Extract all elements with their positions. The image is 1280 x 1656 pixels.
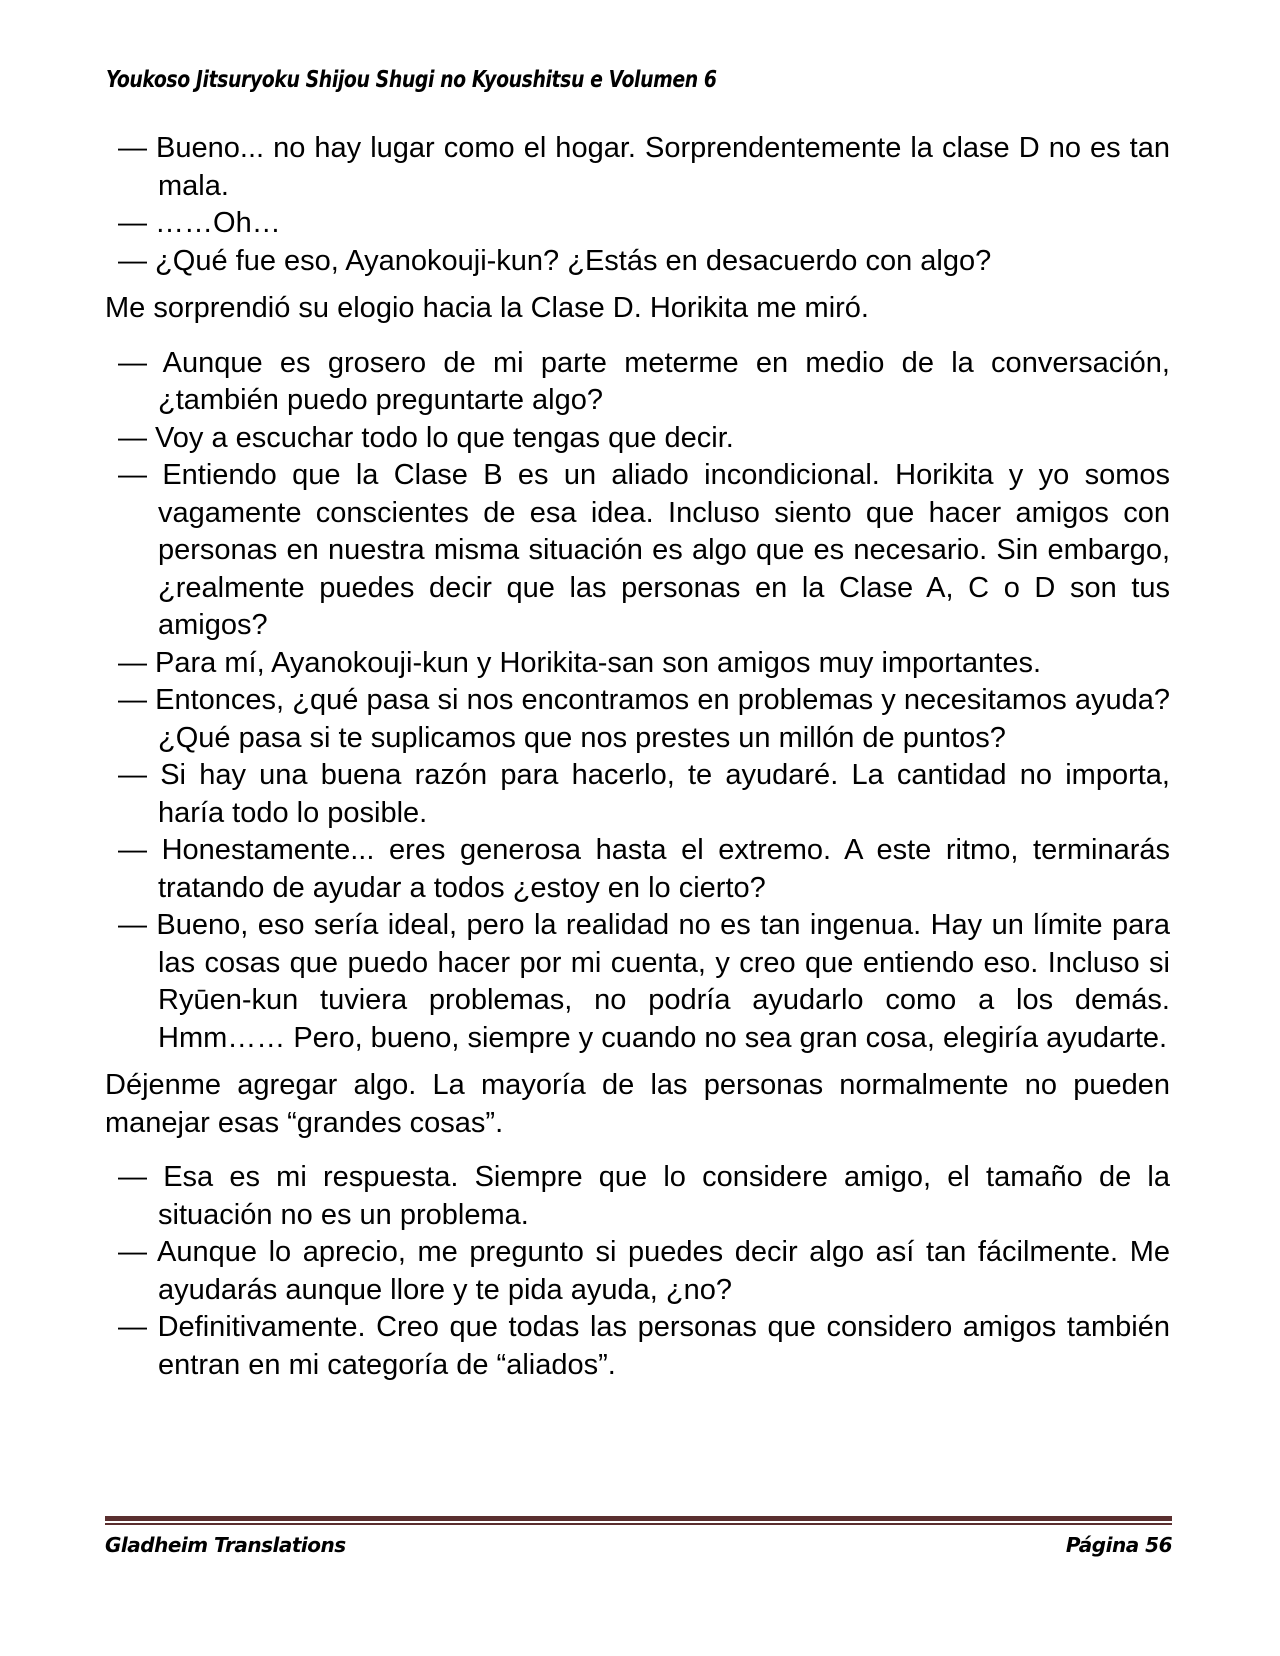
paragraph: — Bueno... no hay lugar como el hogar. Sorprendentemente la clase D no es tan mala. (118, 132, 1170, 202)
translator-credit: Gladheim Translations (105, 1533, 346, 1557)
page-header (106, 66, 1170, 94)
page-title: Youkoso Jitsuryoku Shijou Shugi no Kyoushitsu e Volumen 6 (106, 67, 717, 93)
page-body (0, 130, 1280, 1384)
paragraph: — Bueno, eso sería ideal, pero la realidad no es tan ingenua. Hay un límite para las cosas que puedo hacer por mi cuenta, y creo que entiendo eso. Incluso si Ryūen-kun tuviera problemas, no podría ayudarlo como a los demás. Hmm…… Pero, bueno, siempre y cuando no sea gran cosa, elegiría ayudarte. (118, 909, 1170, 1054)
footer-rule (105, 1516, 1172, 1525)
paragraph: — Si hay una buena razón para hacerlo, te ayudaré. La cantidad no importa, haría todo lo posible. (118, 759, 1170, 829)
paragraph: — ¿Qué fue eso, Ayanokouji-kun? ¿Estás en desacuerdo con algo? (118, 244, 992, 277)
paragraph: — Entonces, ¿qué pasa si nos encontramos en problemas y necesitamos ayuda? ¿Qué pasa si te suplicamos que nos prestes un millón de puntos? (118, 684, 1170, 754)
page-footer (105, 1516, 1172, 1558)
footer-row (105, 1532, 1172, 1558)
paragraph: — Entiendo que la Clase B es un aliado incondicional. Horikita y yo somos vagamente conscientes de esa idea. Incluso siento que hacer amigos con personas en nuestra misma situación es algo que es necesario. Sin embargo, ¿realmente puedes decir que las personas en la Clase A, C o D son tus amigos? (118, 459, 1170, 641)
paragraph: — Aunque es grosero de mi parte meterme en medio de la conversación, ¿también puedo preguntarte algo? (118, 346, 1170, 416)
paragraph: — Para mí, Ayanokouji-kun y Horikita-san son amigos muy importantes. (118, 646, 1042, 679)
paragraph: Déjenme agregar algo. La mayoría de las personas normalmente no pueden manejar esas “grandes cosas”. (105, 1069, 1170, 1139)
paragraph: — Esa es mi respuesta. Siempre que lo considere amigo, el tamaño de la situación no es un problema. (118, 1161, 1170, 1231)
page-number: Página 56 (1065, 1533, 1172, 1557)
paragraph: — Voy a escuchar todo lo que tengas que decir. (118, 421, 734, 454)
paragraph: — ……Oh… (118, 207, 281, 239)
paragraph: — Aunque lo aprecio, me pregunto si puedes decir algo así tan fácilmente. Me ayudarás aunque llore y te pida ayuda, ¿no? (118, 1236, 1170, 1306)
paragraph: — Honestamente... eres generosa hasta el extremo. A este ritmo, terminarás tratando de ayudar a todos ¿estoy en lo cierto? (118, 834, 1170, 904)
paragraph: — Definitivamente. Creo que todas las personas que considero amigos también entran en mi categoría de “aliados”. (118, 1311, 1170, 1381)
paragraph: Me sorprendió su elogio hacia la Clase D. Horikita me miró. (105, 292, 869, 324)
